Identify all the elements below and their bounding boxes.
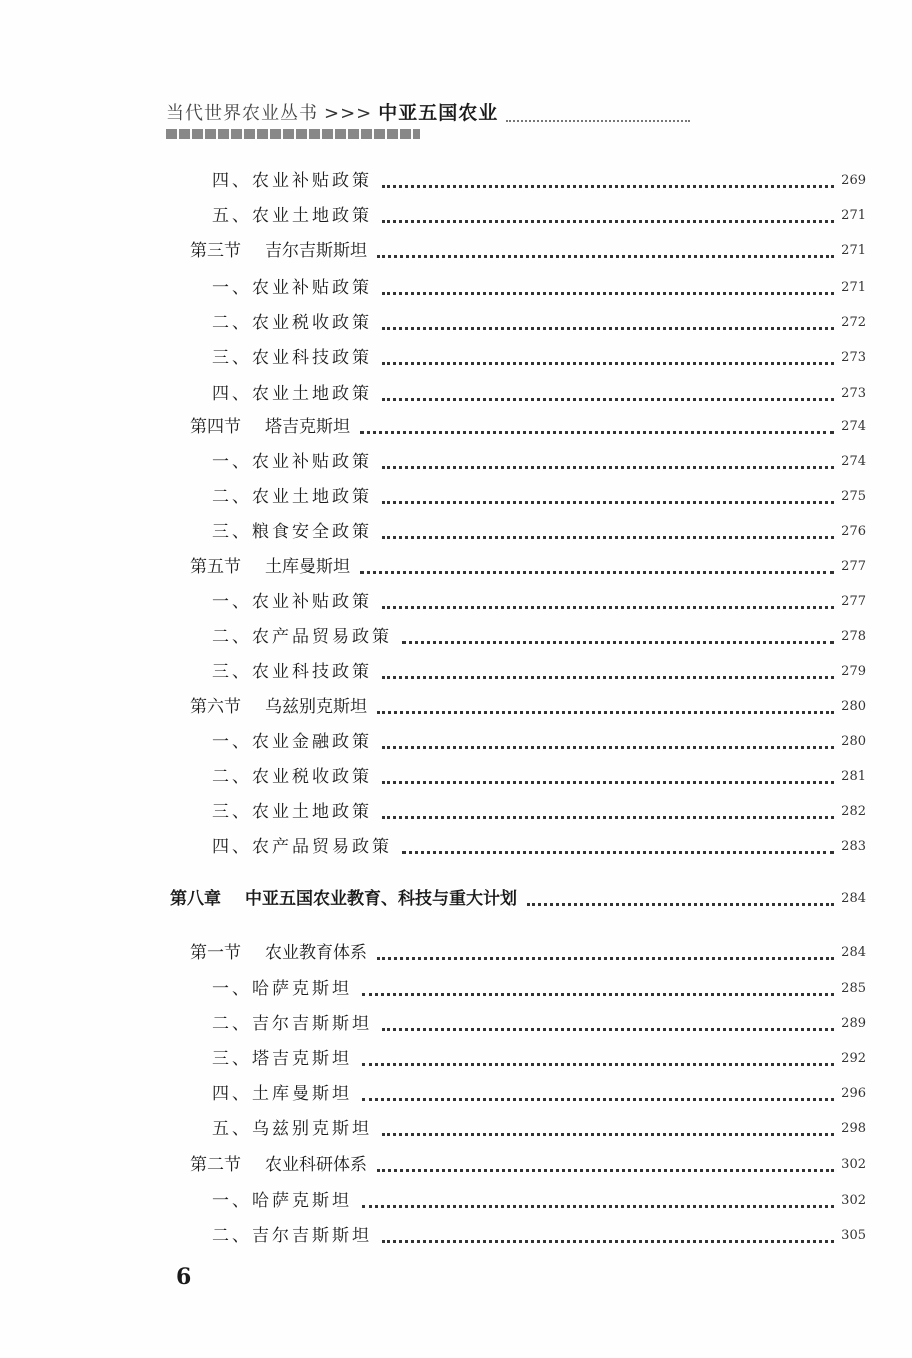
leader-dots xyxy=(382,466,834,469)
toc-entry xyxy=(0,622,912,652)
toc-page-number: 283 xyxy=(841,839,866,854)
toc-entry-label: 一、农业补贴政策 xyxy=(212,452,372,472)
toc-entry xyxy=(0,974,912,1004)
toc-entry-label: 四、农产品贸易政策 xyxy=(212,837,392,857)
toc-page-number: 296 xyxy=(841,1086,866,1101)
toc-page-number: 279 xyxy=(841,664,866,679)
toc-entry xyxy=(0,1150,912,1180)
toc-page-number: 298 xyxy=(841,1121,866,1136)
leader-dots xyxy=(362,1063,834,1066)
page-number: 6 xyxy=(176,1264,192,1290)
toc-entry xyxy=(0,166,912,196)
section-number: 第三节 xyxy=(190,241,241,261)
toc-entry-label: 三、粮食安全政策 xyxy=(212,522,372,542)
leader-dots xyxy=(382,1240,834,1243)
toc-page-number: 292 xyxy=(841,1051,866,1066)
toc-page-number: 275 xyxy=(841,489,866,504)
section-title: 塔吉克斯坦 xyxy=(265,417,350,437)
chapter-title: 中亚五国农业教育、科技与重大计划 xyxy=(245,889,517,909)
leader-dots xyxy=(527,903,834,906)
toc-entry xyxy=(0,1044,912,1074)
leader-dots xyxy=(377,957,834,960)
toc-entry xyxy=(0,447,912,477)
toc-entry xyxy=(0,657,912,687)
toc-entry-label xyxy=(190,692,367,722)
toc-entry-label xyxy=(190,1150,367,1180)
toc-entry-label: 一、农业补贴政策 xyxy=(212,592,372,612)
section-number: 第四节 xyxy=(190,417,241,437)
toc-entry-label xyxy=(190,552,350,582)
leader-dots xyxy=(382,606,834,609)
section-number: 第六节 xyxy=(190,697,241,717)
toc-entry xyxy=(0,273,912,303)
leader-dots xyxy=(382,676,834,679)
section-title: 土库曼斯坦 xyxy=(265,557,350,577)
book-title: 中亚五国农业 xyxy=(378,102,499,124)
toc-entry-label: 二、吉尔吉斯斯坦 xyxy=(212,1226,372,1246)
toc-entry xyxy=(0,343,912,373)
toc-entry xyxy=(0,379,912,409)
toc-entry xyxy=(0,692,912,722)
toc-page-number: 277 xyxy=(841,559,866,574)
toc-page-number: 282 xyxy=(841,804,866,819)
section-number: 第二节 xyxy=(190,1155,241,1175)
toc-page-number: 302 xyxy=(841,1193,866,1208)
leader-dots xyxy=(402,851,834,854)
leader-dots xyxy=(382,327,834,330)
toc-entry-label: 三、农业科技政策 xyxy=(212,348,372,368)
toc-entry-label: 三、农业土地政策 xyxy=(212,802,372,822)
header-dotted-rule xyxy=(506,120,690,122)
toc-entry-label xyxy=(190,938,367,968)
toc-entry-label: 四、农业土地政策 xyxy=(212,384,372,404)
toc-page-number: 277 xyxy=(841,594,866,609)
section-number: 第一节 xyxy=(190,943,241,963)
toc-entry xyxy=(0,762,912,792)
toc-entry xyxy=(0,1009,912,1039)
toc-entry xyxy=(0,797,912,827)
section-title: 吉尔吉斯斯坦 xyxy=(265,241,367,261)
toc-entry-label: 三、塔吉克斯坦 xyxy=(212,1049,352,1069)
toc-page-number: 276 xyxy=(841,524,866,539)
leader-dots xyxy=(382,746,834,749)
toc-entry xyxy=(0,201,912,231)
toc-entry-label: 四、农业补贴政策 xyxy=(212,171,372,191)
toc-page-number: 281 xyxy=(841,769,866,784)
toc-page-number: 284 xyxy=(841,891,866,906)
toc-page-number: 274 xyxy=(841,419,866,434)
toc-page-number: 273 xyxy=(841,386,866,401)
header-decorative-bar xyxy=(166,129,420,139)
leader-dots xyxy=(377,711,834,714)
toc-page-number: 302 xyxy=(841,1157,866,1172)
toc-entry-label: 二、农业土地政策 xyxy=(212,487,372,507)
toc-entry-label: 二、吉尔吉斯斯坦 xyxy=(212,1014,372,1034)
arrows-glyph: >>> xyxy=(324,103,373,124)
leader-dots xyxy=(402,641,834,644)
toc-entry xyxy=(0,552,912,582)
leader-dots xyxy=(382,292,834,295)
toc-entry xyxy=(0,832,912,862)
toc-entry-label: 三、农业科技政策 xyxy=(212,662,372,682)
toc-entry xyxy=(0,938,912,968)
toc-entry xyxy=(0,587,912,617)
series-title: 当代世界农业丛书 xyxy=(166,103,318,124)
toc-entry xyxy=(0,1186,912,1216)
toc-entry xyxy=(0,308,912,338)
toc-entry xyxy=(0,517,912,547)
toc-entry xyxy=(0,1079,912,1109)
section-number: 第五节 xyxy=(190,557,241,577)
leader-dots xyxy=(382,185,834,188)
toc-entry xyxy=(0,482,912,512)
toc-entry-label xyxy=(190,236,367,266)
toc-entry xyxy=(0,1221,912,1251)
section-title: 乌兹别克斯坦 xyxy=(265,697,367,717)
leader-dots xyxy=(377,255,834,258)
toc-entry xyxy=(0,884,912,914)
leader-dots xyxy=(360,571,834,574)
section-title: 农业教育体系 xyxy=(265,943,367,963)
toc-entry-label: 二、农业税收政策 xyxy=(212,767,372,787)
running-header xyxy=(166,98,526,138)
toc-page-number: 289 xyxy=(841,1016,866,1031)
toc-page-number: 273 xyxy=(841,350,866,365)
toc-page-number: 305 xyxy=(841,1228,866,1243)
toc-entry xyxy=(0,727,912,757)
toc-entry-label: 一、哈萨克斯坦 xyxy=(212,979,352,999)
toc-entry-label: 一、农业金融政策 xyxy=(212,732,372,752)
toc-entry xyxy=(0,1114,912,1144)
toc-page-number: 280 xyxy=(841,699,866,714)
toc-page-number: 278 xyxy=(841,629,866,644)
chapter-number: 第八章 xyxy=(170,889,221,909)
leader-dots xyxy=(382,1133,834,1136)
leader-dots xyxy=(382,501,834,504)
leader-dots xyxy=(382,816,834,819)
leader-dots xyxy=(362,993,834,996)
leader-dots xyxy=(362,1205,834,1208)
toc-entry-label xyxy=(170,884,517,914)
toc-page-number: 271 xyxy=(841,208,866,223)
toc-entry-label: 二、农业税收政策 xyxy=(212,313,372,333)
toc-entry-label: 一、哈萨克斯坦 xyxy=(212,1191,352,1211)
toc-page-number: 272 xyxy=(841,315,866,330)
toc-page-number: 271 xyxy=(841,243,866,258)
toc-page-number: 269 xyxy=(841,173,866,188)
toc-entry-label: 五、乌兹别克斯坦 xyxy=(212,1119,372,1139)
leader-dots xyxy=(382,536,834,539)
toc-page-number: 284 xyxy=(841,945,866,960)
toc-entry xyxy=(0,412,912,442)
toc-page-number: 274 xyxy=(841,454,866,469)
toc-entry-label: 四、土库曼斯坦 xyxy=(212,1084,352,1104)
toc-page-number: 285 xyxy=(841,981,866,996)
leader-dots xyxy=(360,431,834,434)
leader-dots xyxy=(382,398,834,401)
toc-entry-label xyxy=(190,412,350,442)
toc-entry-label: 一、农业补贴政策 xyxy=(212,278,372,298)
toc-entry-label: 二、农产品贸易政策 xyxy=(212,627,392,647)
series-line xyxy=(166,98,498,125)
leader-dots xyxy=(362,1098,834,1101)
leader-dots xyxy=(382,1028,834,1031)
leader-dots xyxy=(377,1169,834,1172)
leader-dots xyxy=(382,781,834,784)
toc-page-number: 271 xyxy=(841,280,866,295)
toc-page-number: 280 xyxy=(841,734,866,749)
toc-entry xyxy=(0,236,912,266)
leader-dots xyxy=(382,362,834,365)
section-title: 农业科研体系 xyxy=(265,1155,367,1175)
toc-entry-label: 五、农业土地政策 xyxy=(212,206,372,226)
leader-dots xyxy=(382,220,834,223)
